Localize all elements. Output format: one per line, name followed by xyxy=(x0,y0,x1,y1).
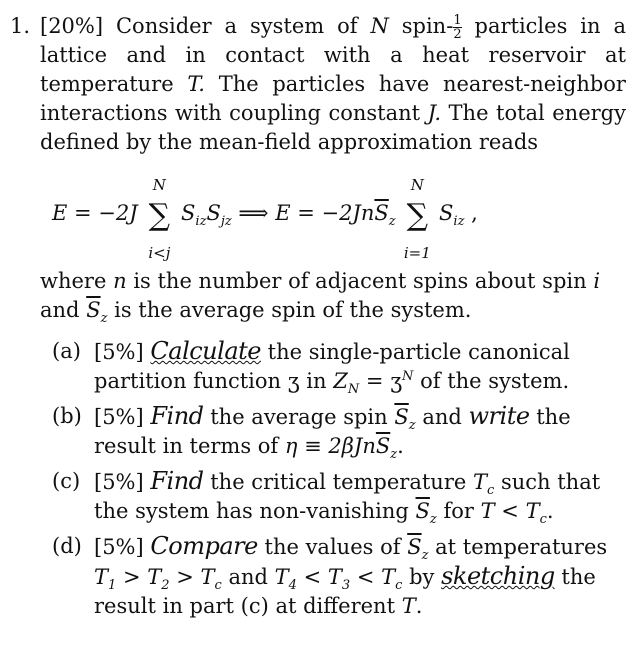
var-Z-sub: N xyxy=(347,382,360,398)
condition-sub: c xyxy=(539,512,547,528)
part-weight: [5%] xyxy=(94,470,144,494)
var-sbar-sub: z xyxy=(390,447,398,463)
part-text: the result in part (c) at different xyxy=(94,565,596,618)
sub: 3 xyxy=(341,578,351,594)
where-a: where xyxy=(40,269,107,293)
part-label: (a) xyxy=(52,339,81,363)
part-end: . xyxy=(546,499,554,523)
part-text: the critical temperature xyxy=(210,470,467,494)
sub: 1 xyxy=(108,578,117,594)
where-s-sub: z xyxy=(100,311,108,327)
var-sbar: $\overline{S}$ xyxy=(375,434,391,458)
eq-term1-sub: iz xyxy=(195,214,207,230)
sub: c xyxy=(214,578,222,594)
part-weight: [5%] xyxy=(94,535,144,559)
problem-intro xyxy=(40,12,626,157)
var-sbar-sub: z xyxy=(408,418,416,434)
var-sbar-sub: z xyxy=(429,512,437,528)
spin-text: spin- xyxy=(401,14,454,38)
sum-symbol-2: ∑ N i=1 xyxy=(402,201,432,230)
part-text: in xyxy=(306,369,327,393)
eq-lhs: E = −2J xyxy=(52,201,138,225)
part-text: such that the system has non-vanishing xyxy=(94,470,601,523)
var-T: T. xyxy=(187,72,205,96)
sub: c xyxy=(395,578,403,594)
sub: 2 xyxy=(161,578,170,594)
var-T4: T xyxy=(274,565,289,589)
where-n: n xyxy=(113,269,127,293)
part-label: (c) xyxy=(52,469,81,493)
sum2-upper: N xyxy=(410,176,424,194)
handwritten-verb: Calculate xyxy=(150,337,261,365)
part-text: and xyxy=(228,565,268,589)
part-text: the result in terms of xyxy=(94,405,571,458)
var-Tc: T xyxy=(472,470,487,494)
part-text: and xyxy=(422,405,462,429)
sub: 4 xyxy=(288,578,297,594)
frac-den: 2 xyxy=(453,27,462,42)
where-s: $\overline{S}$ xyxy=(86,298,101,322)
implies-arrow: ⟹ xyxy=(238,201,269,225)
var-sbar: $\overline{S}$ xyxy=(415,499,430,523)
where-d: is the average spin of the system. xyxy=(114,298,472,322)
var-J: J. xyxy=(427,101,442,125)
part-c xyxy=(52,467,626,526)
intro-text-d: The total energy defined by the mean-field approximation reads xyxy=(40,101,626,154)
eq-term2: S xyxy=(206,201,221,225)
sum2-lower: i=1 xyxy=(403,244,431,262)
part-text: for xyxy=(443,499,474,523)
problem-weight: [20%] xyxy=(40,14,104,38)
eq-tail: , xyxy=(471,201,478,225)
eta-expression: η ≡ 2βJn xyxy=(284,434,376,458)
part-label: (b) xyxy=(52,404,82,428)
eq-term2-sub: jz xyxy=(220,214,232,230)
part-weight: [5%] xyxy=(94,405,144,429)
handwritten-verb: Find xyxy=(150,467,204,495)
part-text: the values of xyxy=(264,535,401,559)
part-text: by xyxy=(409,565,435,589)
eq-sbar: $\overline{S}$ xyxy=(374,201,389,225)
var-z-sup: N xyxy=(402,369,414,384)
part-end: . xyxy=(415,594,423,618)
sum-symbol-1: ∑ N i<j xyxy=(144,201,174,230)
eq-term1: S xyxy=(181,201,196,225)
var-T: T xyxy=(401,594,416,618)
handwritten-verb: Find xyxy=(150,402,204,430)
part-text: the single-particle canonical partition function xyxy=(94,340,570,393)
condition: T < T xyxy=(480,499,540,523)
part-b xyxy=(52,402,626,461)
var-T1: T xyxy=(94,565,109,589)
part-label: (d) xyxy=(52,534,82,558)
part-d xyxy=(52,532,626,621)
handwritten-verb: write xyxy=(468,402,530,430)
eq-term3: S xyxy=(439,201,454,225)
problem-parts xyxy=(52,337,626,621)
eq-sbar-sub: z xyxy=(388,214,396,230)
intro-text-b: particles in a lattice and in contact with a heat reservoir at temperature xyxy=(40,14,626,96)
ineq: < T xyxy=(296,565,342,589)
var-Z: Z xyxy=(333,369,348,393)
part-text: of the system. xyxy=(420,369,570,393)
half-fraction xyxy=(453,14,461,41)
part-end: . xyxy=(397,434,404,458)
part-text: the average spin xyxy=(210,405,388,429)
var-z: ʒ xyxy=(287,369,300,393)
var-N: N xyxy=(370,14,389,38)
var-sbar: $\overline{S}$ xyxy=(407,535,422,559)
problem-number: 1. xyxy=(10,14,31,38)
var-Tc-sub: c xyxy=(487,483,495,499)
ineq: > T xyxy=(169,565,215,589)
intro-text-c: The particles have nearest-neighbor interactions with coupling constant xyxy=(40,72,626,125)
where-b: is the number of adjacent spins about spin xyxy=(133,269,587,293)
where-i: i xyxy=(593,269,601,293)
eq-term3-sub: iz xyxy=(453,214,465,230)
where-c: and xyxy=(40,298,80,322)
part-weight: [5%] xyxy=(94,340,144,364)
intro-text-a: Consider a system of xyxy=(115,14,358,38)
eq-rhs: E = −2Jn xyxy=(275,201,375,225)
var-z: ʒ xyxy=(390,369,403,393)
ineq: > T xyxy=(116,565,162,589)
part-a xyxy=(52,337,626,396)
equals: = xyxy=(365,369,384,393)
var-sbar: $\overline{S}$ xyxy=(394,405,409,429)
mean-field-equation xyxy=(40,165,626,261)
where-clause xyxy=(40,267,626,325)
problem-1 xyxy=(10,12,626,627)
ineq: < T xyxy=(350,565,396,589)
frac-num: 1 xyxy=(453,13,462,28)
var-sbar-sub: z xyxy=(421,548,429,564)
handwritten-verb: sketching xyxy=(441,562,555,590)
sum1-upper: N xyxy=(152,176,166,194)
part-text: at temperatures xyxy=(435,535,608,559)
handwritten-verb: Compare xyxy=(150,532,258,560)
sum1-lower: i<j xyxy=(148,244,171,262)
